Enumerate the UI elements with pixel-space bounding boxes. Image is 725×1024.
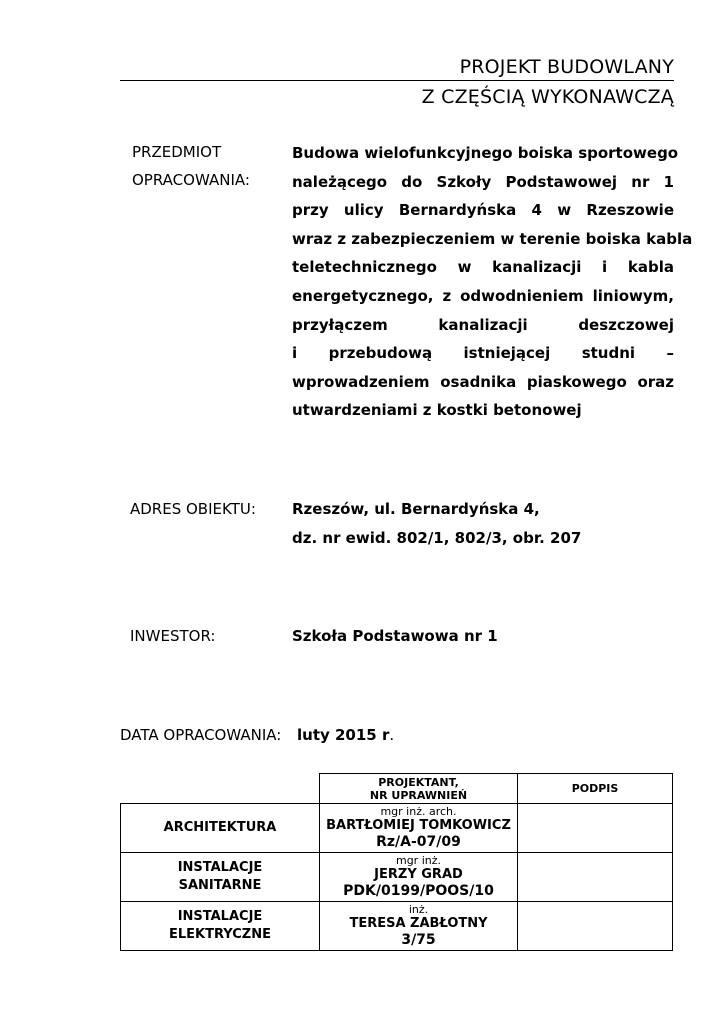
section-name: ARCHITEKTURA [163,820,277,835]
investor-value: Szkoła Podstawowa nr 1 [292,627,498,645]
designer-cell [320,902,518,951]
address-line1: Rzeszów, ul. Bernardyńska 4, [292,500,540,518]
section-name-line1: INSTALACJE [177,909,263,924]
subject-line: energetycznego, z odwodnieniem liniowym, [292,286,674,305]
license-number: Rz/A-07/09 [376,833,461,850]
subject-line: Budowa wielofunkcyjnego boiska sportowego [292,144,679,162]
document-title-line1: PROJEKT BUDOWLANY [459,56,674,78]
section-cell [121,853,320,902]
date-suffix: r [376,726,390,744]
document-title-line2: Z CZĘŚCIĄ WYKONAWCZĄ [421,86,674,108]
subject-line: teletechnicznego w kanalizacji i kabla [292,258,674,277]
table-row [121,804,673,853]
designer-cell [320,853,518,902]
subject-description [292,139,693,425]
signature-table [120,773,673,951]
investor-label: INWESTOR: [130,627,216,645]
designer-header-cell [320,774,518,804]
subject-line: i przebudową istniejącej studni – [292,344,674,363]
designer-cell [320,804,518,853]
signature-header: PODPIS [571,782,619,795]
address-line2: dz. nr ewid. 802/1, 802/3, obr. 207 [292,529,582,547]
designer-header-line1: PROJEKTANT, [378,775,459,789]
section-name-line1: INSTALACJE [177,860,263,875]
designer-name: JERZY GRAD [374,866,463,882]
subject-label-line1: PRZEDMIOT [132,143,222,161]
section-name-line2: SANITARNE [178,878,262,893]
license-number: PDK/0199/POOS/10 [343,882,494,899]
designer-title: mgr inż. arch. [380,804,457,818]
signature-cell[interactable] [518,902,673,951]
designer-title: inż. [408,902,429,916]
subject-label-line2: OPRACOWANIA: [132,171,250,189]
designer-name: BARTŁOMIEJ TOMKOWICZ [326,817,511,833]
subject-line: utwardzeniami z kostki betonowej [292,401,582,420]
address-label: ADRES OBIEKTU: [130,500,256,518]
title-divider [120,80,674,81]
designer-title: mgr inż. [395,853,441,867]
signature-cell[interactable] [518,853,673,902]
signature-header-cell [518,774,673,804]
table-row [121,902,673,951]
subject-line: wprowadzeniem osadnika piaskowego oraz [292,372,674,391]
section-name-line2: ELEKTRYCZNE [169,927,271,942]
designer-header-line2: NR UPRAWNIEŃ [369,788,468,802]
date-label: DATA OPRACOWANIA: [120,726,282,744]
subject-line: przyłączem kanalizacji deszczowej [292,315,674,334]
table-row [121,853,673,902]
date-period: . [389,726,395,744]
date-value-group [297,726,394,744]
designer-name: TERESA ZABŁOTNY [349,915,488,931]
license-number: 3/75 [401,931,436,948]
section-cell [121,804,320,853]
subject-line: wraz z zabezpieczeniem w terenie boiska kabla [292,229,693,248]
subject-line: należącego do Szkoły Podstawowej nr 1 [292,172,674,191]
empty-header-cell [121,774,320,804]
section-cell [121,902,320,951]
signature-cell[interactable] [518,804,673,853]
date-value: luty 2015 [297,726,377,744]
subject-line: przy ulicy Bernardyńska 4 w Rzeszowie [292,201,674,220]
table-header-row [121,774,673,804]
